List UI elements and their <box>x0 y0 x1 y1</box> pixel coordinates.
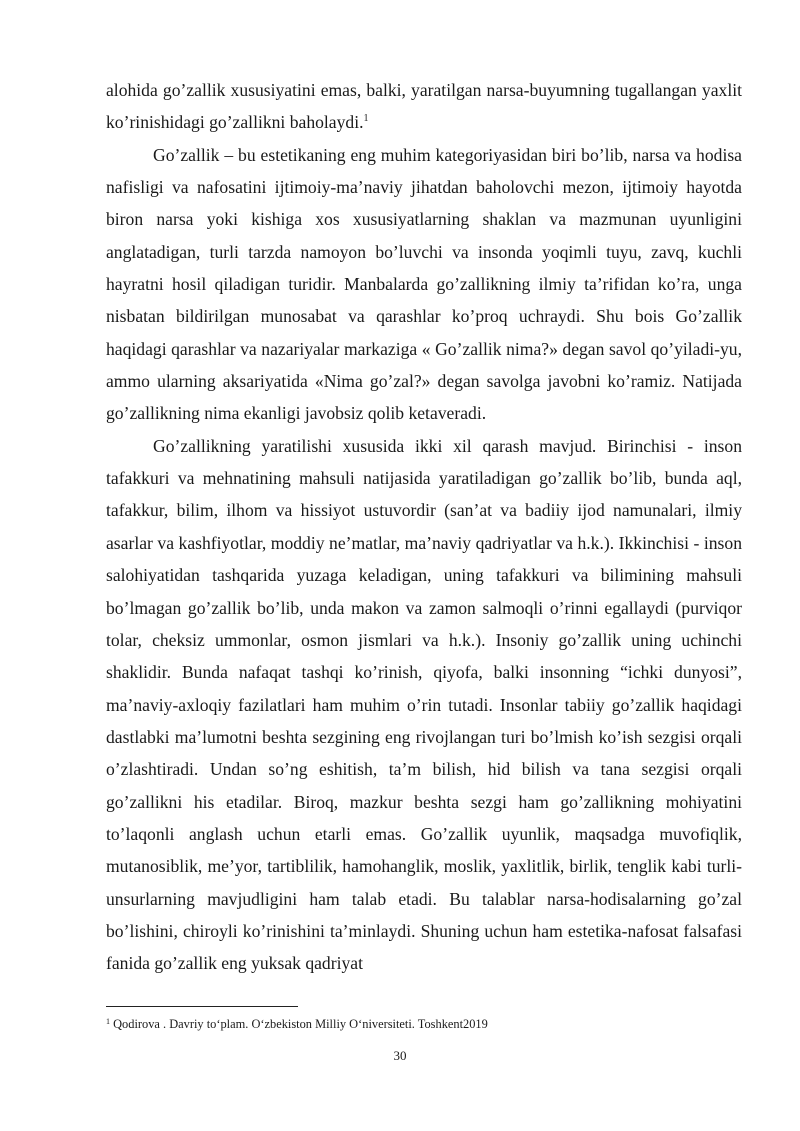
paragraph-text: alohida go’zallik xususiyatini emas, balki, yaratilgan narsa-buyumning tugallangan yaxlit ko’rinishidagi go’zallikni baholaydi. <box>106 80 742 133</box>
page-number: 30 <box>393 1048 407 1063</box>
footnote-separator <box>106 1006 298 1007</box>
body-text <box>106 74 742 980</box>
footnote <box>106 1016 742 1032</box>
paragraph-continuation <box>106 74 742 139</box>
footnote-reference[interactable]: 1 <box>363 113 369 125</box>
paragraph-creation: Go’zallikning yaratilishi xususida ikki xil qarash mavjud. Birinchisi - inson tafakkuri va mehnatining mahsuli natijasida yaratiladigan go’zallik bo’lib, bunda aql, tafakkur, bilim, ilhom va hissiyot ustuvordir (san’at va badiiy ijod namunalari, ilmiy asarlar va kashfiyotlar, moddiy ne’matlar, ma’naviy qadriyatlar va h.k.). Ikkinchisi - inson salohiyatidan tashqarida yuzaga keladigan, uning tafakkuri va bilimining mahsuli bo’lmagan go’zallik bo’lib, unda makon va zamon salmoqli o’rinni egallaydi (purviqor tolar, cheksiz ummonlar, osmon jismlari va h.k.). Insoniy go’zallik uning uchinchi shaklidir. Bunda nafaqat tashqi ko’rinish, qiyofa, balki insonning “ichki dunyosi”, ma’naviy-axloqiy fazilatlari ham muhim o’rin tutadi. Insonlar tabiiy go’zallik haqidagi dastlabki ma’lumotni beshta sezgining eng rivojlangan turi bo’lmish ko’ish sezgisi orqali o’zlashtiradi. Undan so’ng eshitish, ta’m bilish, hid bilish va tana sezgisi orqali go’zallikni his etadilar. Biroq, mazkur beshta sezgi ham go’zallikning mohiyatini to’laqonli anglash uchun etarli emas. Go’zallik uyunlik, maqsadga muvofiqlik, mutanosiblik, me’yor, tartiblilik, hamohanglik, moslik, yaxlitlik, birlik, tenglik kabi turli-unsurlarning mavjudligini ham talab etadi. Bu talablar narsa-hodisalarning go’zal bo’lishini, chiroyli ko’rinishini ta’minlaydi. Shuning uchun ham estetika-nafosat falsafasi fanida go’zallik eng yuksak qadriyat <box>106 435 742 974</box>
paragraph-definition: Go’zallik – bu estetikaning eng muhim kategoriyasidan biri bo’lib, narsa va hodisa nafisligi va nafosatini ijtimoiy-ma’naviy jihatdan baholovchi mezon, ijtimoiy hayotda biron narsa yoki kishiga xos xususiyatlarning shaklan va mazmunan uyunligini anglatadigan, turli tarzda namoyon bo’luvchi va insonda yoqimli tuyu, zavq, kuchli hayratni hosil qiladigan turidir. Manbalarda go’zallikning ilmiy ta’rifidan ko’ra, unga nisbatan bildirilgan munosabat va qarashlar ko’proq uchraydi. Shu bois Go’zallik haqidagi qarashlar va nazariyalar markaziga « Go’zallik nima?» degan savol qo’yiladi-yu, ammo ularning aksariyatida «Nima go’zal?» degan savolga javobni ko’ramiz. Natijada go’zallikning nima ekanligi javobsiz qolib ketaveradi. <box>106 144 742 424</box>
footnote-marker: 1 <box>106 1017 110 1026</box>
footnote-text: Qodirova . Davriy to‘plam. O‘zbekiston Milliy O‘niversiteti. Toshkent2019 <box>113 1017 488 1031</box>
